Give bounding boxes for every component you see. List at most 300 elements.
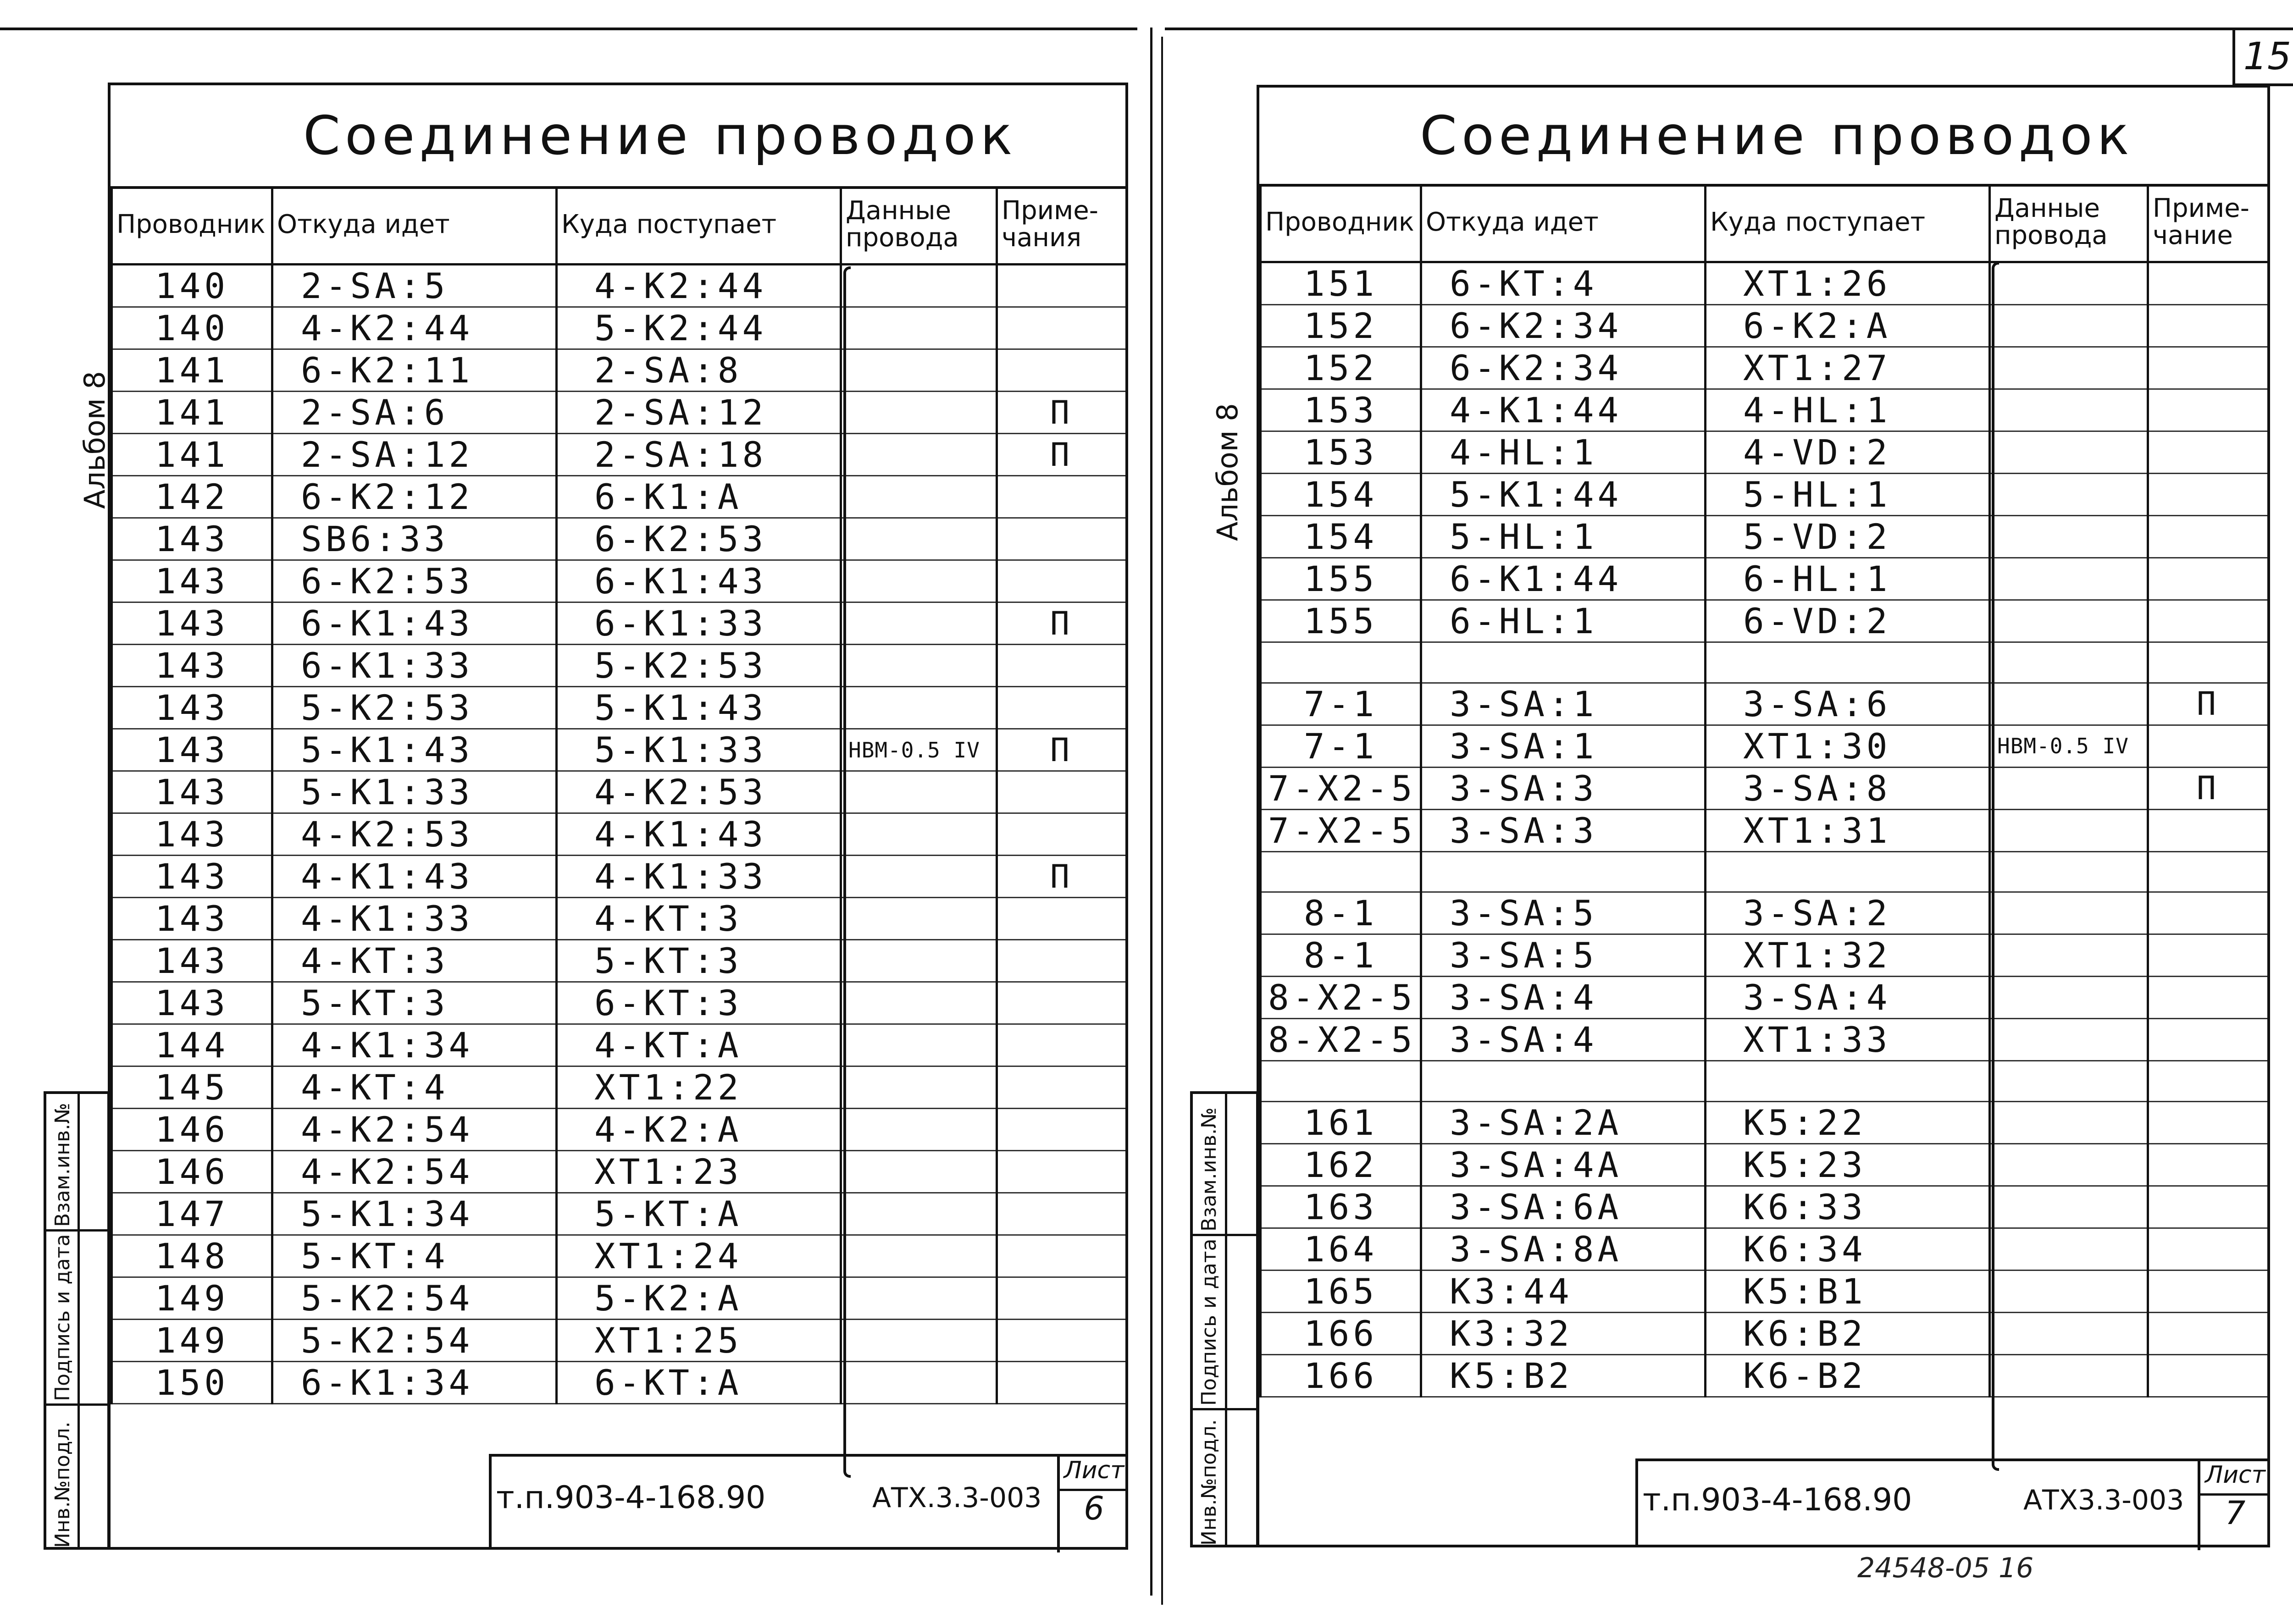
cell-conductor: 141 bbox=[112, 392, 272, 434]
cell-to: K6:B2 bbox=[1706, 1312, 1990, 1354]
cell-note bbox=[2148, 977, 2269, 1019]
cell-note bbox=[2148, 1270, 2269, 1312]
cell-to: K6-B2 bbox=[1706, 1354, 1990, 1397]
cell-wire-data bbox=[1990, 431, 2148, 474]
cell-conductor: 154 bbox=[1261, 516, 1421, 558]
cell-conductor: 143 bbox=[112, 687, 272, 729]
cell-from bbox=[1421, 1061, 1706, 1102]
cell-from: 4-K1:43 bbox=[272, 856, 557, 898]
cell-note bbox=[2148, 1061, 2269, 1102]
title-block-code: АТХ3.3-003 bbox=[2023, 1484, 2184, 1516]
cell-conductor: 7-X2-5 bbox=[1261, 767, 1421, 809]
table-row bbox=[112, 602, 1127, 645]
cell-conductor: 140 bbox=[112, 265, 272, 307]
cell-wire-data bbox=[1990, 1186, 2148, 1228]
cell-wire-data: НВМ-0.5 IV bbox=[841, 729, 997, 771]
title-block-doc-number: т.п.903-4-168.90 bbox=[1643, 1482, 1912, 1518]
cell-to: 6-K1:33 bbox=[557, 602, 841, 645]
table-row bbox=[1261, 1312, 2269, 1354]
cell-note bbox=[2148, 389, 2269, 431]
cell-wire-data bbox=[1990, 305, 2148, 347]
cell-note bbox=[997, 1193, 1127, 1235]
cell-from: 3-SA:4 bbox=[1421, 1019, 1706, 1061]
cell-note bbox=[2148, 1019, 2269, 1061]
cell-conductor: 145 bbox=[112, 1066, 272, 1109]
title-block-doc-number: т.п.903-4-168.90 bbox=[496, 1480, 766, 1516]
cell-note bbox=[2148, 1228, 2269, 1270]
album-label-left: Альбом 8 bbox=[78, 371, 111, 509]
cell-from: 4-HL:1 bbox=[1421, 431, 1706, 474]
cell-from bbox=[1421, 851, 1706, 892]
cell-wire-data bbox=[841, 1024, 997, 1066]
cell-conductor: 149 bbox=[112, 1277, 272, 1320]
cell-from bbox=[1421, 642, 1706, 683]
cell-conductor: 166 bbox=[1261, 1354, 1421, 1397]
cell-wire-data bbox=[1990, 977, 2148, 1019]
cell-conductor: 166 bbox=[1261, 1312, 1421, 1354]
table-row bbox=[112, 518, 1127, 560]
cell-note bbox=[997, 1151, 1127, 1193]
title-block-sheet-number: 6 bbox=[1084, 1490, 1104, 1527]
cell-from: SB6:33 bbox=[272, 518, 557, 560]
cell-conductor: 143 bbox=[112, 982, 272, 1024]
cell-to: 5-KT:3 bbox=[557, 940, 841, 982]
cell-wire-data bbox=[841, 476, 997, 518]
cell-from: 4-K2:44 bbox=[272, 307, 557, 349]
table-row bbox=[112, 476, 1127, 518]
cell-to: 6-K2:53 bbox=[557, 518, 841, 560]
cell-wire-data bbox=[841, 265, 997, 307]
table-row bbox=[1261, 1143, 2269, 1186]
table-row bbox=[1261, 262, 2269, 305]
cell-to: 5-K2:44 bbox=[557, 307, 841, 349]
cell-conductor: 143 bbox=[112, 898, 272, 940]
title-block-sheet-box bbox=[2198, 1461, 2270, 1550]
cell-to: 5-HL:1 bbox=[1706, 474, 1990, 516]
cell-from: 5-KT:4 bbox=[272, 1235, 557, 1277]
table-row bbox=[1261, 1101, 2269, 1143]
cell-wire-data bbox=[841, 1320, 997, 1362]
right-stamp-column bbox=[1190, 1091, 1259, 1547]
cell-note bbox=[2148, 934, 2269, 977]
table-row bbox=[112, 982, 1127, 1024]
cell-wire-data bbox=[841, 898, 997, 940]
cell-note bbox=[997, 518, 1127, 560]
cell-to: XT1:33 bbox=[1706, 1019, 1990, 1061]
left-sheet bbox=[108, 83, 1128, 1550]
cell-to: 2-SA:8 bbox=[557, 349, 841, 392]
cell-from: 5-HL:1 bbox=[1421, 516, 1706, 558]
cell-from: 5-K1:33 bbox=[272, 771, 557, 813]
table-row bbox=[112, 856, 1127, 898]
cell-conductor: 152 bbox=[1261, 305, 1421, 347]
cell-from: 5-KT:3 bbox=[272, 982, 557, 1024]
cell-from: 4-K2:54 bbox=[272, 1109, 557, 1151]
table-row bbox=[1261, 642, 2269, 683]
cell-conductor: 164 bbox=[1261, 1228, 1421, 1270]
cell-conductor: 142 bbox=[112, 476, 272, 518]
cell-wire-data bbox=[1990, 1354, 2148, 1397]
table-row bbox=[1261, 600, 2269, 642]
cell-to: 5-K1:43 bbox=[557, 687, 841, 729]
cell-from: 2-SA:6 bbox=[272, 392, 557, 434]
cell-note bbox=[2148, 347, 2269, 389]
cell-note: П bbox=[997, 434, 1127, 476]
cell-note bbox=[2148, 262, 2269, 305]
cell-conductor: 8-X2-5 bbox=[1261, 977, 1421, 1019]
cell-conductor: 155 bbox=[1261, 558, 1421, 600]
cell-note bbox=[997, 307, 1127, 349]
stamp-label-replace: Взам.инв.№ bbox=[51, 1103, 74, 1227]
cell-conductor: 162 bbox=[1261, 1143, 1421, 1186]
cell-from: 3-SA:3 bbox=[1421, 767, 1706, 809]
cell-from: 6-HL:1 bbox=[1421, 600, 1706, 642]
cell-from: 6-K2:11 bbox=[272, 349, 557, 392]
cell-to: 6-K2:A bbox=[1706, 305, 1990, 347]
cell-to: 5-K2:A bbox=[557, 1277, 841, 1320]
cell-note: П bbox=[997, 729, 1127, 771]
table-row bbox=[112, 1109, 1127, 1151]
cell-note bbox=[997, 1277, 1127, 1320]
cell-from: 3-SA:1 bbox=[1421, 725, 1706, 767]
table-row bbox=[112, 898, 1127, 940]
cell-from: 3-SA:6A bbox=[1421, 1186, 1706, 1228]
cell-wire-data bbox=[1990, 767, 2148, 809]
header-to: Куда поступает bbox=[557, 186, 841, 265]
cell-conductor: 7-X2-5 bbox=[1261, 809, 1421, 851]
cell-conductor: 143 bbox=[112, 560, 272, 602]
table-row bbox=[112, 1320, 1127, 1362]
cell-wire-data bbox=[841, 1109, 997, 1151]
cell-note bbox=[2148, 1101, 2269, 1143]
cell-note bbox=[2148, 642, 2269, 683]
right-title-block bbox=[1635, 1458, 2267, 1547]
cell-conductor: 143 bbox=[112, 729, 272, 771]
cell-from: 3-SA:3 bbox=[1421, 809, 1706, 851]
cell-from: 3-SA:8A bbox=[1421, 1228, 1706, 1270]
cell-note bbox=[2148, 305, 2269, 347]
bottom-handwritten-note: 24548-05 16 bbox=[1857, 1552, 2034, 1584]
cell-wire-data bbox=[841, 856, 997, 898]
cell-wire-data bbox=[1990, 1019, 2148, 1061]
cell-note bbox=[997, 687, 1127, 729]
cell-conductor: 143 bbox=[112, 602, 272, 645]
header-wire-data: Данные провода bbox=[1990, 184, 2148, 262]
cell-to: XT1:27 bbox=[1706, 347, 1990, 389]
cell-wire-data bbox=[1990, 809, 2148, 851]
cell-wire-data bbox=[1990, 892, 2148, 934]
cell-conductor: 143 bbox=[112, 813, 272, 856]
cell-to: 5-KT:A bbox=[557, 1193, 841, 1235]
cell-note bbox=[997, 560, 1127, 602]
cell-to: XT1:23 bbox=[557, 1151, 841, 1193]
cell-note bbox=[997, 940, 1127, 982]
cell-to: XT1:24 bbox=[557, 1235, 841, 1277]
cell-wire-data bbox=[1990, 1061, 2148, 1102]
cell-note bbox=[2148, 1312, 2269, 1354]
cell-to: 4-K2:53 bbox=[557, 771, 841, 813]
cell-to: 5-K1:33 bbox=[557, 729, 841, 771]
cell-to: 4-K1:43 bbox=[557, 813, 841, 856]
cell-conductor: 163 bbox=[1261, 1186, 1421, 1228]
cell-note bbox=[997, 1024, 1127, 1066]
cell-conductor bbox=[1261, 642, 1421, 683]
cell-wire-data bbox=[841, 434, 997, 476]
cell-note bbox=[997, 349, 1127, 392]
cell-note bbox=[2148, 1186, 2269, 1228]
cell-to: 4-K2:A bbox=[557, 1109, 841, 1151]
top-border-line-right bbox=[1165, 28, 2293, 30]
cell-to: 4-KT:3 bbox=[557, 898, 841, 940]
cell-from: 6-K2:34 bbox=[1421, 305, 1706, 347]
left-sheet-title: Соединение проводок bbox=[111, 85, 1125, 189]
cell-conductor: 143 bbox=[112, 518, 272, 560]
table-row bbox=[1261, 977, 2269, 1019]
cell-to: K5:B1 bbox=[1706, 1270, 1990, 1312]
cell-conductor: 148 bbox=[112, 1235, 272, 1277]
cell-to: 3-SA:6 bbox=[1706, 683, 1990, 725]
table-row bbox=[112, 940, 1127, 982]
left-title-block bbox=[489, 1454, 1125, 1550]
table-row bbox=[1261, 431, 2269, 474]
cell-note bbox=[997, 813, 1127, 856]
cell-to: 6-HL:1 bbox=[1706, 558, 1990, 600]
album-label-right: Альбом 8 bbox=[1211, 403, 1244, 541]
cell-wire-data bbox=[1990, 1228, 2148, 1270]
cell-conductor: 153 bbox=[1261, 431, 1421, 474]
cell-to: 6-VD:2 bbox=[1706, 600, 1990, 642]
cell-conductor bbox=[1261, 851, 1421, 892]
cell-from: 4-KT:3 bbox=[272, 940, 557, 982]
cell-wire-data bbox=[1990, 262, 2148, 305]
table-row bbox=[112, 560, 1127, 602]
cell-to: 4-K2:44 bbox=[557, 265, 841, 307]
cell-wire-data bbox=[841, 982, 997, 1024]
cell-from: 6-K2:34 bbox=[1421, 347, 1706, 389]
cell-conductor: 152 bbox=[1261, 347, 1421, 389]
cell-wire-data bbox=[841, 771, 997, 813]
cell-note bbox=[2148, 809, 2269, 851]
table-row bbox=[1261, 558, 2269, 600]
left-stamp-column bbox=[44, 1091, 110, 1550]
cell-from: 4-K1:33 bbox=[272, 898, 557, 940]
cell-to: XT1:26 bbox=[1706, 262, 1990, 305]
cell-note bbox=[997, 771, 1127, 813]
table-row bbox=[1261, 683, 2269, 725]
top-border-line bbox=[0, 28, 1137, 30]
cell-from: 6-K2:53 bbox=[272, 560, 557, 602]
cell-wire-data bbox=[1990, 600, 2148, 642]
cell-wire-data bbox=[1990, 389, 2148, 431]
cell-wire-data bbox=[1990, 1101, 2148, 1143]
cell-wire-data bbox=[1990, 558, 2148, 600]
cell-to: XT1:30 bbox=[1706, 725, 1990, 767]
table-row bbox=[112, 392, 1127, 434]
cell-to: K6:34 bbox=[1706, 1228, 1990, 1270]
cell-to: 4-VD:2 bbox=[1706, 431, 1990, 474]
table-row bbox=[1261, 851, 2269, 892]
cell-to bbox=[1706, 1061, 1990, 1102]
cell-wire-data bbox=[841, 1277, 997, 1320]
cell-to: 5-K2:53 bbox=[557, 645, 841, 687]
wire-data-brace-right bbox=[1992, 262, 1999, 1471]
cell-from: 3-SA:5 bbox=[1421, 934, 1706, 977]
cell-wire-data bbox=[1990, 934, 2148, 977]
cell-to: XT1:25 bbox=[557, 1320, 841, 1362]
cell-from: 5-K1:44 bbox=[1421, 474, 1706, 516]
table-row bbox=[112, 1277, 1127, 1320]
title-block-sheet-number: 7 bbox=[2225, 1494, 2246, 1532]
cell-note bbox=[997, 1109, 1127, 1151]
cell-to: 4-K1:33 bbox=[557, 856, 841, 898]
cell-to: 6-K1:A bbox=[557, 476, 841, 518]
table-row bbox=[112, 265, 1127, 307]
header-from: Откуда идет bbox=[272, 186, 557, 265]
cell-from: 3-SA:4A bbox=[1421, 1143, 1706, 1186]
cell-conductor: 144 bbox=[112, 1024, 272, 1066]
header-conductor: Проводник bbox=[112, 186, 272, 265]
table-row bbox=[1261, 1019, 2269, 1061]
cell-note bbox=[997, 1320, 1127, 1362]
cell-wire-data bbox=[841, 1362, 997, 1404]
cell-from: 2-SA:5 bbox=[272, 265, 557, 307]
cell-note bbox=[2148, 892, 2269, 934]
cell-to: 6-KT:3 bbox=[557, 982, 841, 1024]
table-row bbox=[1261, 1186, 2269, 1228]
header-notes: Приме-чание bbox=[2148, 184, 2269, 262]
cell-wire-data bbox=[841, 645, 997, 687]
cell-conductor: 143 bbox=[112, 645, 272, 687]
cell-conductor: 153 bbox=[1261, 389, 1421, 431]
cell-to: 5-VD:2 bbox=[1706, 516, 1990, 558]
cell-conductor: 161 bbox=[1261, 1101, 1421, 1143]
cell-conductor: 165 bbox=[1261, 1270, 1421, 1312]
table-row bbox=[112, 771, 1127, 813]
title-block-code: АТХ.3.3-003 bbox=[872, 1482, 1042, 1514]
cell-from: 5-K1:43 bbox=[272, 729, 557, 771]
cell-wire-data bbox=[841, 1235, 997, 1277]
cell-to bbox=[1706, 851, 1990, 892]
cell-note: П bbox=[2148, 767, 2269, 809]
cell-note bbox=[2148, 725, 2269, 767]
cell-from: 2-SA:12 bbox=[272, 434, 557, 476]
wire-data-brace-left bbox=[843, 266, 851, 1478]
cell-to: 2-SA:18 bbox=[557, 434, 841, 476]
cell-wire-data bbox=[841, 1193, 997, 1235]
table-row bbox=[1261, 1228, 2269, 1270]
cell-from: 5-K2:54 bbox=[272, 1320, 557, 1362]
cell-note bbox=[997, 1362, 1127, 1404]
cell-wire-data bbox=[841, 349, 997, 392]
cell-from: K3:32 bbox=[1421, 1312, 1706, 1354]
table-row bbox=[112, 813, 1127, 856]
cell-wire-data bbox=[1990, 474, 2148, 516]
table-row bbox=[112, 1151, 1127, 1193]
cell-note bbox=[2148, 431, 2269, 474]
cell-to: 6-K1:43 bbox=[557, 560, 841, 602]
cell-to: XT1:31 bbox=[1706, 809, 1990, 851]
cell-from: 4-K1:34 bbox=[272, 1024, 557, 1066]
cell-to: 3-SA:2 bbox=[1706, 892, 1990, 934]
center-fold-line-2 bbox=[1161, 37, 1163, 1605]
cell-from: 4-KT:4 bbox=[272, 1066, 557, 1109]
table-row bbox=[1261, 725, 2269, 767]
table-row bbox=[1261, 305, 2269, 347]
right-sheet bbox=[1257, 85, 2270, 1547]
table-row bbox=[1261, 516, 2269, 558]
cell-wire-data bbox=[841, 307, 997, 349]
cell-note bbox=[2148, 558, 2269, 600]
cell-note bbox=[2148, 516, 2269, 558]
stamp-divider bbox=[78, 1094, 80, 1547]
table-row bbox=[1261, 934, 2269, 977]
cell-wire-data bbox=[841, 940, 997, 982]
stamp-divider bbox=[1225, 1094, 1227, 1545]
cell-from: 3-SA:4 bbox=[1421, 977, 1706, 1019]
cell-from: 3-SA:2A bbox=[1421, 1101, 1706, 1143]
table-row bbox=[1261, 767, 2269, 809]
cell-conductor: 143 bbox=[112, 856, 272, 898]
table-row bbox=[1261, 474, 2269, 516]
left-wire-table bbox=[111, 186, 1128, 1404]
cell-wire-data bbox=[1990, 1270, 2148, 1312]
table-row bbox=[112, 1235, 1127, 1277]
cell-note bbox=[997, 982, 1127, 1024]
cell-to: 3-SA:4 bbox=[1706, 977, 1990, 1019]
cell-note bbox=[2148, 1354, 2269, 1397]
cell-wire-data bbox=[841, 560, 997, 602]
cell-conductor: 146 bbox=[112, 1109, 272, 1151]
right-sheet-title: Соединение проводок bbox=[1259, 88, 2267, 187]
page-number: 15 bbox=[2232, 29, 2293, 86]
cell-wire-data bbox=[841, 1151, 997, 1193]
cell-note bbox=[997, 1235, 1127, 1277]
cell-from: 4-K1:44 bbox=[1421, 389, 1706, 431]
cell-note bbox=[2148, 474, 2269, 516]
table-row bbox=[1261, 892, 2269, 934]
table-row bbox=[112, 1193, 1127, 1235]
cell-wire-data bbox=[1990, 1143, 2148, 1186]
table-row bbox=[112, 349, 1127, 392]
cell-from: 6-K1:34 bbox=[272, 1362, 557, 1404]
header-conductor: Проводник bbox=[1261, 184, 1421, 262]
cell-to: K6:33 bbox=[1706, 1186, 1990, 1228]
cell-note: П bbox=[997, 392, 1127, 434]
cell-wire-data bbox=[1990, 851, 2148, 892]
cell-wire-data bbox=[841, 687, 997, 729]
right-wire-table bbox=[1259, 184, 2270, 1398]
cell-note bbox=[997, 898, 1127, 940]
cell-conductor: 140 bbox=[112, 307, 272, 349]
cell-to: 4-HL:1 bbox=[1706, 389, 1990, 431]
center-fold-line bbox=[1150, 28, 1152, 1596]
table-row bbox=[112, 1066, 1127, 1109]
table-row bbox=[112, 729, 1127, 771]
cell-wire-data bbox=[1990, 516, 2148, 558]
title-block-sheet-label: Лист bbox=[1060, 1457, 1128, 1491]
table-row bbox=[1261, 1061, 2269, 1102]
header-to: Куда поступает bbox=[1706, 184, 1990, 262]
cell-note bbox=[997, 1066, 1127, 1109]
cell-wire-data bbox=[841, 602, 997, 645]
title-block-sheet-box bbox=[1057, 1457, 1128, 1552]
cell-conductor: 141 bbox=[112, 434, 272, 476]
cell-conductor: 155 bbox=[1261, 600, 1421, 642]
table-row bbox=[112, 434, 1127, 476]
cell-conductor: 7-1 bbox=[1261, 725, 1421, 767]
cell-note bbox=[2148, 1143, 2269, 1186]
cell-wire-data bbox=[1990, 347, 2148, 389]
